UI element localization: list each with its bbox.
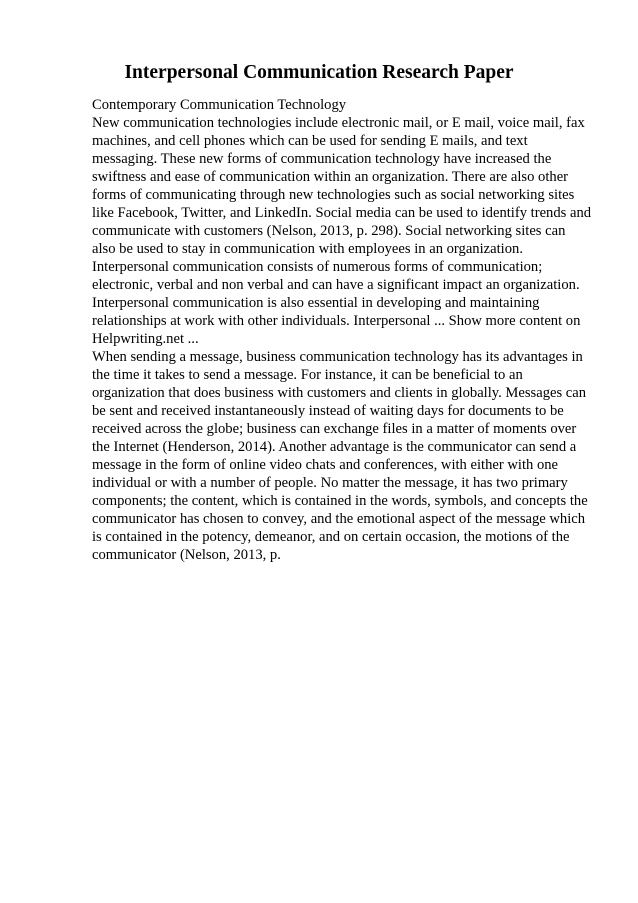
text-line: forms of communicating through new technologies such as social networking sites — [92, 187, 575, 203]
text-line: also be used to stay in communication with employees in an organization. — [92, 241, 523, 257]
text-line: is contained in the potency, demeanor, and on certain occasion, the motions of the — [92, 529, 570, 545]
text-line: the Internet (Henderson, 2014). Another advantage is the communicator can send a — [92, 439, 577, 455]
text-line: Helpwriting.net ... — [92, 331, 199, 347]
text-line: electronic, verbal and non verbal and can have a significant impact an organization. — [92, 277, 580, 293]
text-line: received across the globe; business can exchange files in a matter of moments over — [92, 421, 577, 437]
text-line: New communication technologies include electronic mail, or E mail, voice mail, fax — [92, 115, 585, 131]
text-line: When sending a message, business communication technology has its advantages in — [92, 349, 583, 365]
text-line: communicator (Nelson, 2013, p. — [92, 547, 281, 563]
text-line: Interpersonal communication consists of numerous forms of communication; — [92, 259, 543, 275]
text-line: the time it takes to send a message. For instance, it can be beneficial to an — [92, 367, 523, 383]
text-line: message in the form of online video chats and conferences, with either with one — [92, 457, 559, 473]
text-line: organization that does business with customers and clients in globally. Messages can — [92, 385, 587, 401]
text-line: relationships at work with other individuals. Interpersonal ... Show more content on — [92, 313, 581, 329]
text-line: like Facebook, Twitter, and LinkedIn. Social media can be used to identify trends and — [92, 205, 592, 221]
text-line: be sent and received instantaneously instead of waiting days for documents to be — [92, 403, 564, 419]
text-line: swiftness and ease of communication within an organization. There are also other — [92, 169, 569, 185]
text-line: communicator has chosen to convey, and the emotional aspect of the message which — [92, 511, 586, 527]
text-line: individual or with a number of people. No matter the message, it has two primary — [92, 475, 568, 491]
text-line: components; the content, which is contained in the words, symbols, and concepts the — [92, 493, 588, 509]
text-line: Interpersonal communication is also essential in developing and maintaining — [92, 295, 540, 311]
text-line: Contemporary Communication Technology — [92, 97, 347, 113]
text-line: communicate with customers (Nelson, 2013, p. 298). Social networking sites can — [92, 223, 566, 239]
text-line: messaging. These new forms of communication technology have increased the — [92, 151, 552, 167]
text-line: machines, and cell phones which can be used for sending E mails, and text — [92, 133, 528, 149]
document-title: Interpersonal Communication Research Paper — [124, 62, 514, 83]
document-body — [92, 96, 592, 564]
